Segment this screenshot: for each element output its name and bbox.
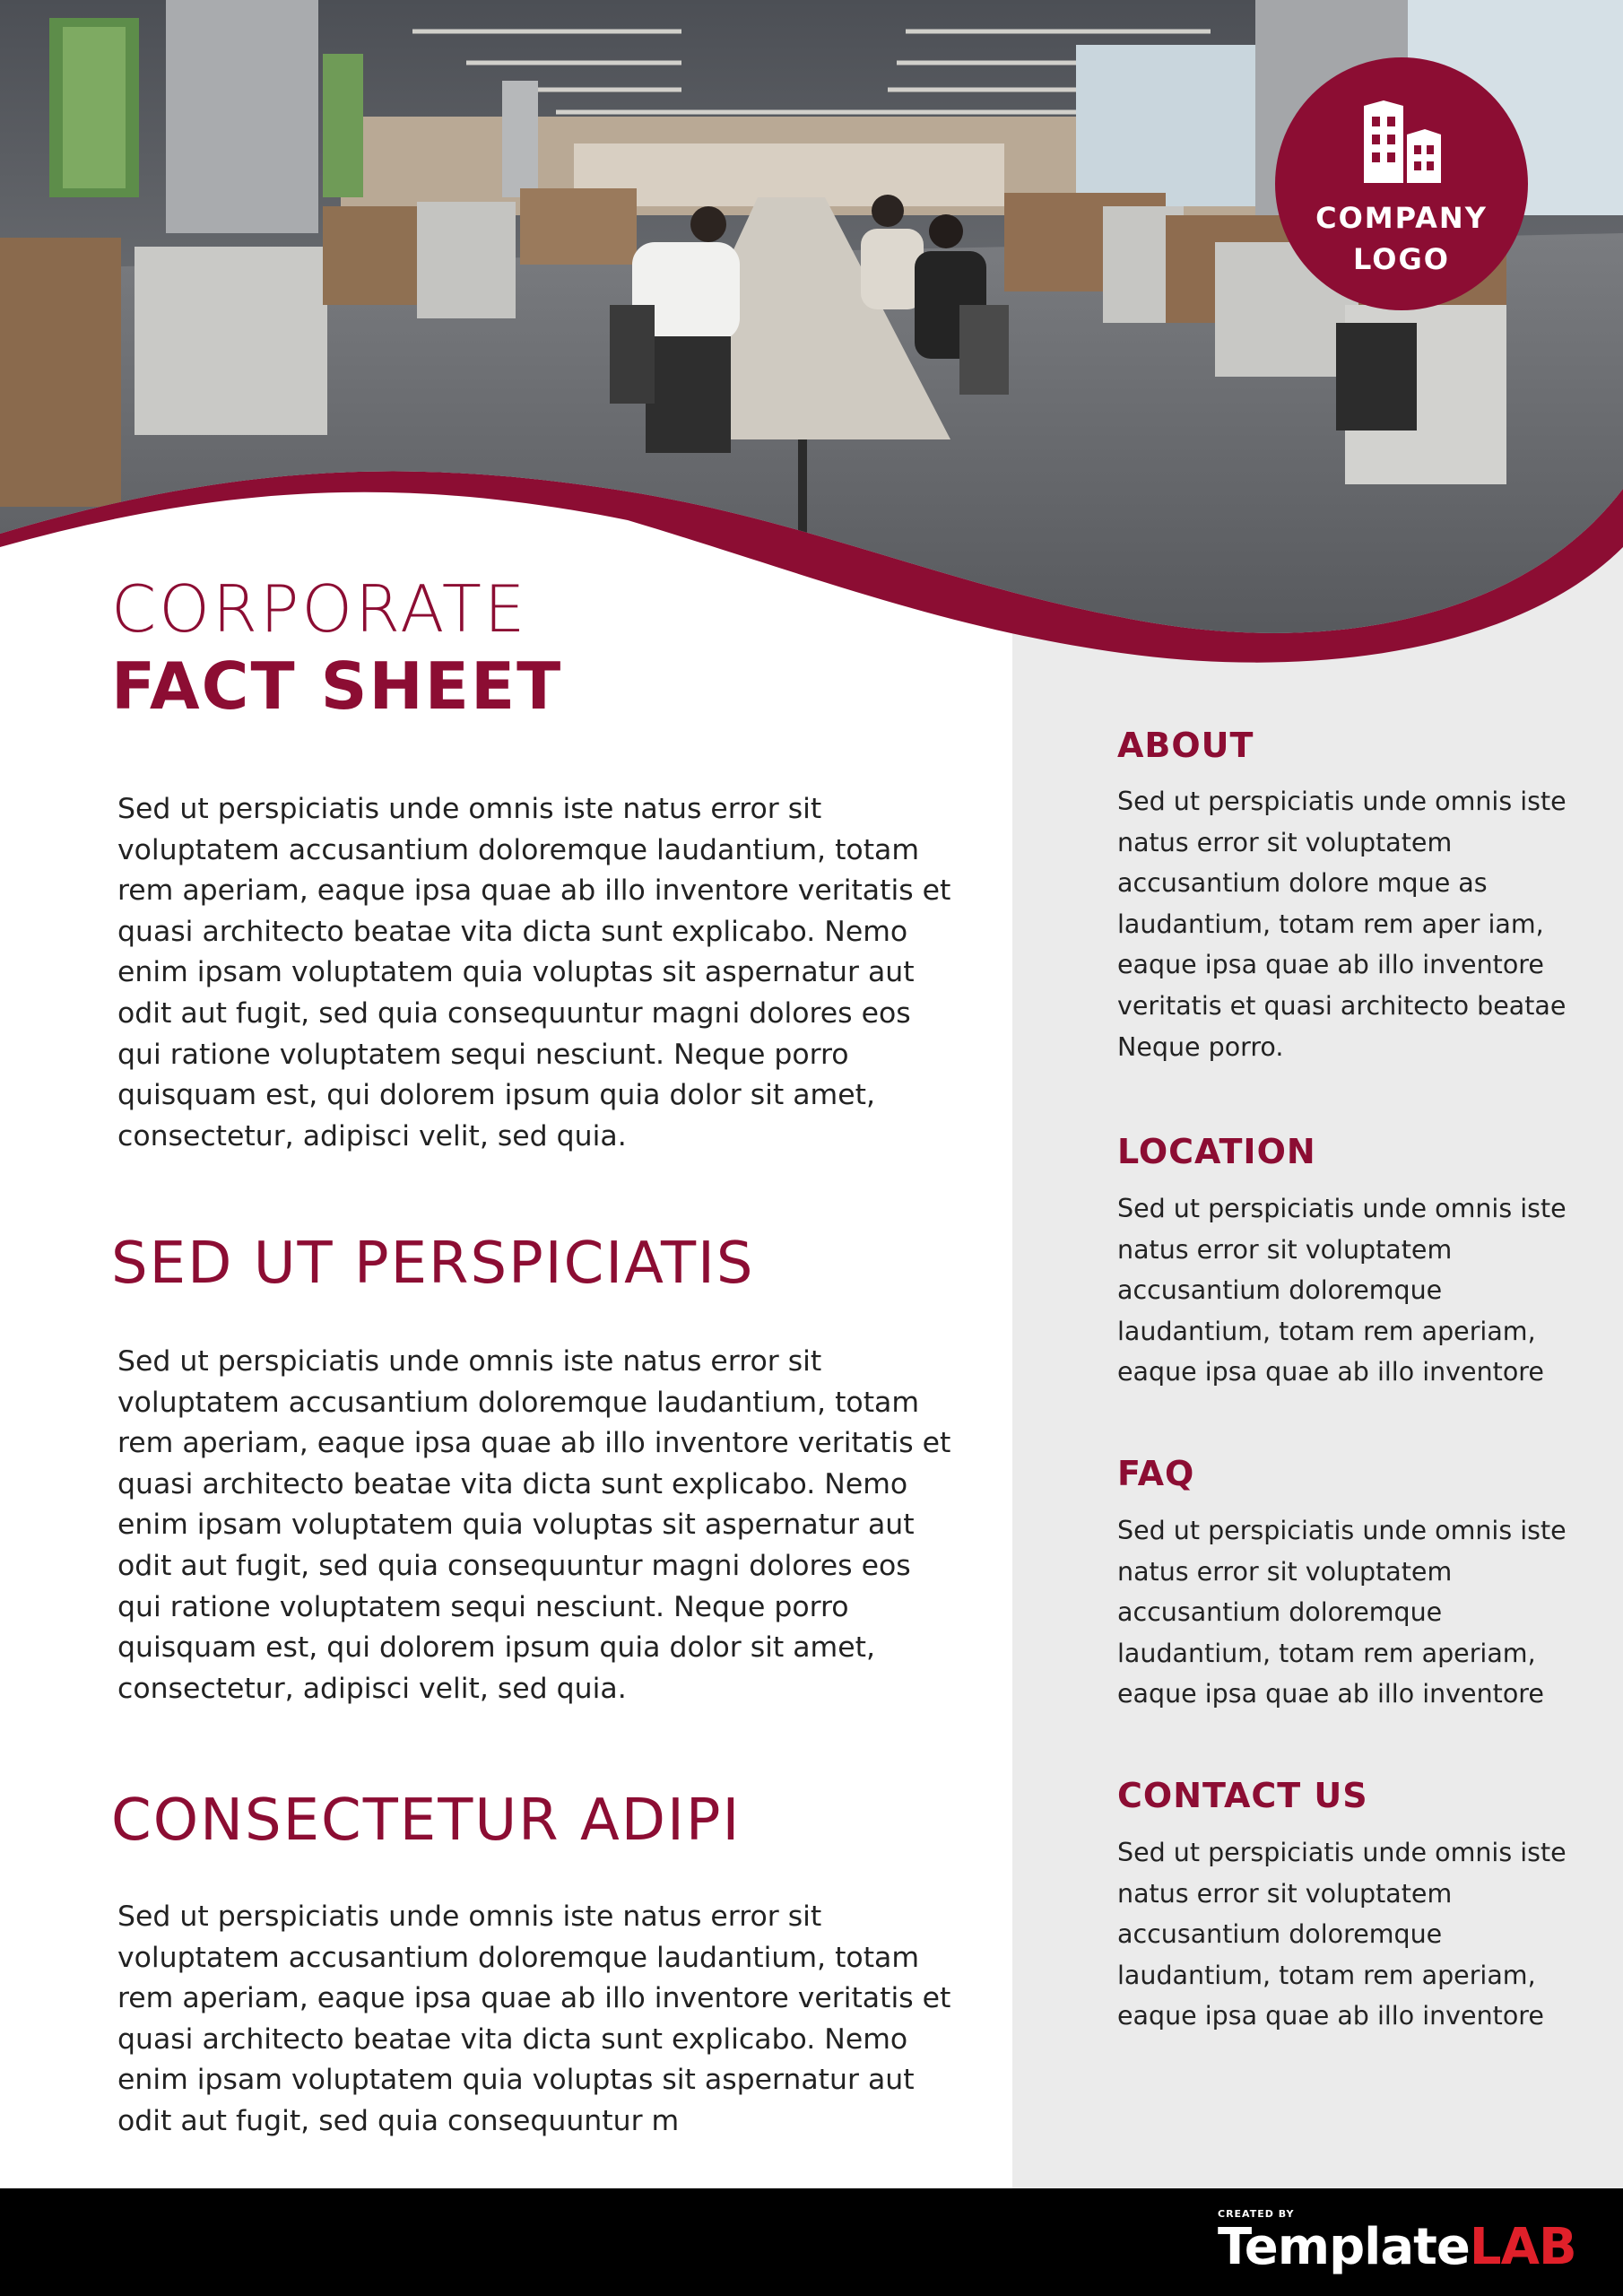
sidebar-heading-about: ABOUT — [1117, 726, 1254, 765]
intro-paragraph: Sed ut perspiciatis unde omnis iste natus error sit voluptatem accusantium doloremque laudantium, totam rem aperiam, eaque ipsa quae ab illo inventore veritatis et quasi architecto beatae vita dicta sunt explicabo. Nemo enim ipsam voluptatem quia voluptas sit aspernatur aut odit aut fugit, sed quia consequuntur magni dolores eos qui ratione voluptatem sequi nesciunt. Neque porro quisquam est, qui dolorem ipsum quia dolor sit amet, consectetur, adipisci velit, sed quia. — [117, 793, 951, 1152]
logo-text-line2: LOGO — [1353, 242, 1450, 276]
templatelab-logo — [1218, 2209, 1576, 2275]
section-heading-2: CONSECTETUR ADIPI — [111, 1787, 742, 1854]
company-logo — [1275, 57, 1528, 310]
section-heading-1: SED UT PERSPICIATIS — [111, 1231, 755, 1297]
sidebar-heading-location: LOCATION — [1117, 1132, 1316, 1171]
sidebar-heading-contact: CONTACT US — [1117, 1776, 1368, 1815]
title-line1: CORPORATE — [111, 571, 528, 647]
logo-text-line1: COMPANY — [1315, 201, 1488, 235]
section-paragraph-2: Sed ut perspiciatis unde omnis iste natus error sit voluptatem accusantium doloremque laudantium, totam rem aperiam, eaque ipsa quae ab illo inventore veritatis et quasi architecto beatae vita dicta sunt explicabo. Nemo enim ipsam voluptatem quia voluptas sit aspernatur aut odit aut fugit, sed quia consequuntur m — [117, 1900, 951, 2137]
brand-name-part2: LAB — [1469, 2218, 1576, 2276]
section-paragraph-1: Sed ut perspiciatis unde omnis iste natus error sit voluptatem accusantium doloremque laudantium, totam rem aperiam, eaque ipsa quae ab illo inventore veritatis et quasi architecto beatae vita dicta sunt explicabo. Nemo enim ipsam voluptatem quia voluptas sit aspernatur aut odit aut fugit, sed quia consequuntur magni dolores eos qui ratione voluptatem sequi nesciunt. Neque porro quisquam est, qui dolorem ipsum quia dolor sit amet, consectetur, adipisci velit, sed quia. — [117, 1345, 951, 1705]
brand-name-part1: Template — [1218, 2218, 1470, 2276]
brand-created-by: CREATED BY — [1218, 2208, 1295, 2220]
page-title — [111, 570, 562, 725]
sidebar-text-location: Sed ut perspiciatis unde omnis iste natus error sit voluptatem accusantium doloremque laudantium, totam rem aperiam, eaque ipsa quae ab illo inventore — [1117, 1194, 1567, 1387]
sidebar-text-about: Sed ut perspiciatis unde omnis iste natus error sit voluptatem accusantium dolore mque as laudantium, totam rem aper iam, eaque ipsa quae ab illo inventore veritatis et quasi architecto beatae Neque porro. — [1117, 787, 1567, 1062]
building-icon — [1357, 97, 1446, 190]
sidebar-text-contact: Sed ut perspiciatis unde omnis iste natus error sit voluptatem accusantium doloremque laudantium, totam rem aperiam, eaque ipsa quae ab illo inventore — [1117, 1838, 1567, 2031]
logo-text — [1315, 197, 1488, 280]
brand-name — [1218, 2220, 1576, 2275]
sidebar-heading-faq: FAQ — [1117, 1454, 1195, 1493]
title-line2: FACT SHEET — [111, 648, 563, 724]
sidebar-text-faq: Sed ut perspiciatis unde omnis iste natus error sit voluptatem accusantium doloremque laudantium, totam rem aperiam, eaque ipsa quae ab illo inventore — [1117, 1516, 1567, 1709]
